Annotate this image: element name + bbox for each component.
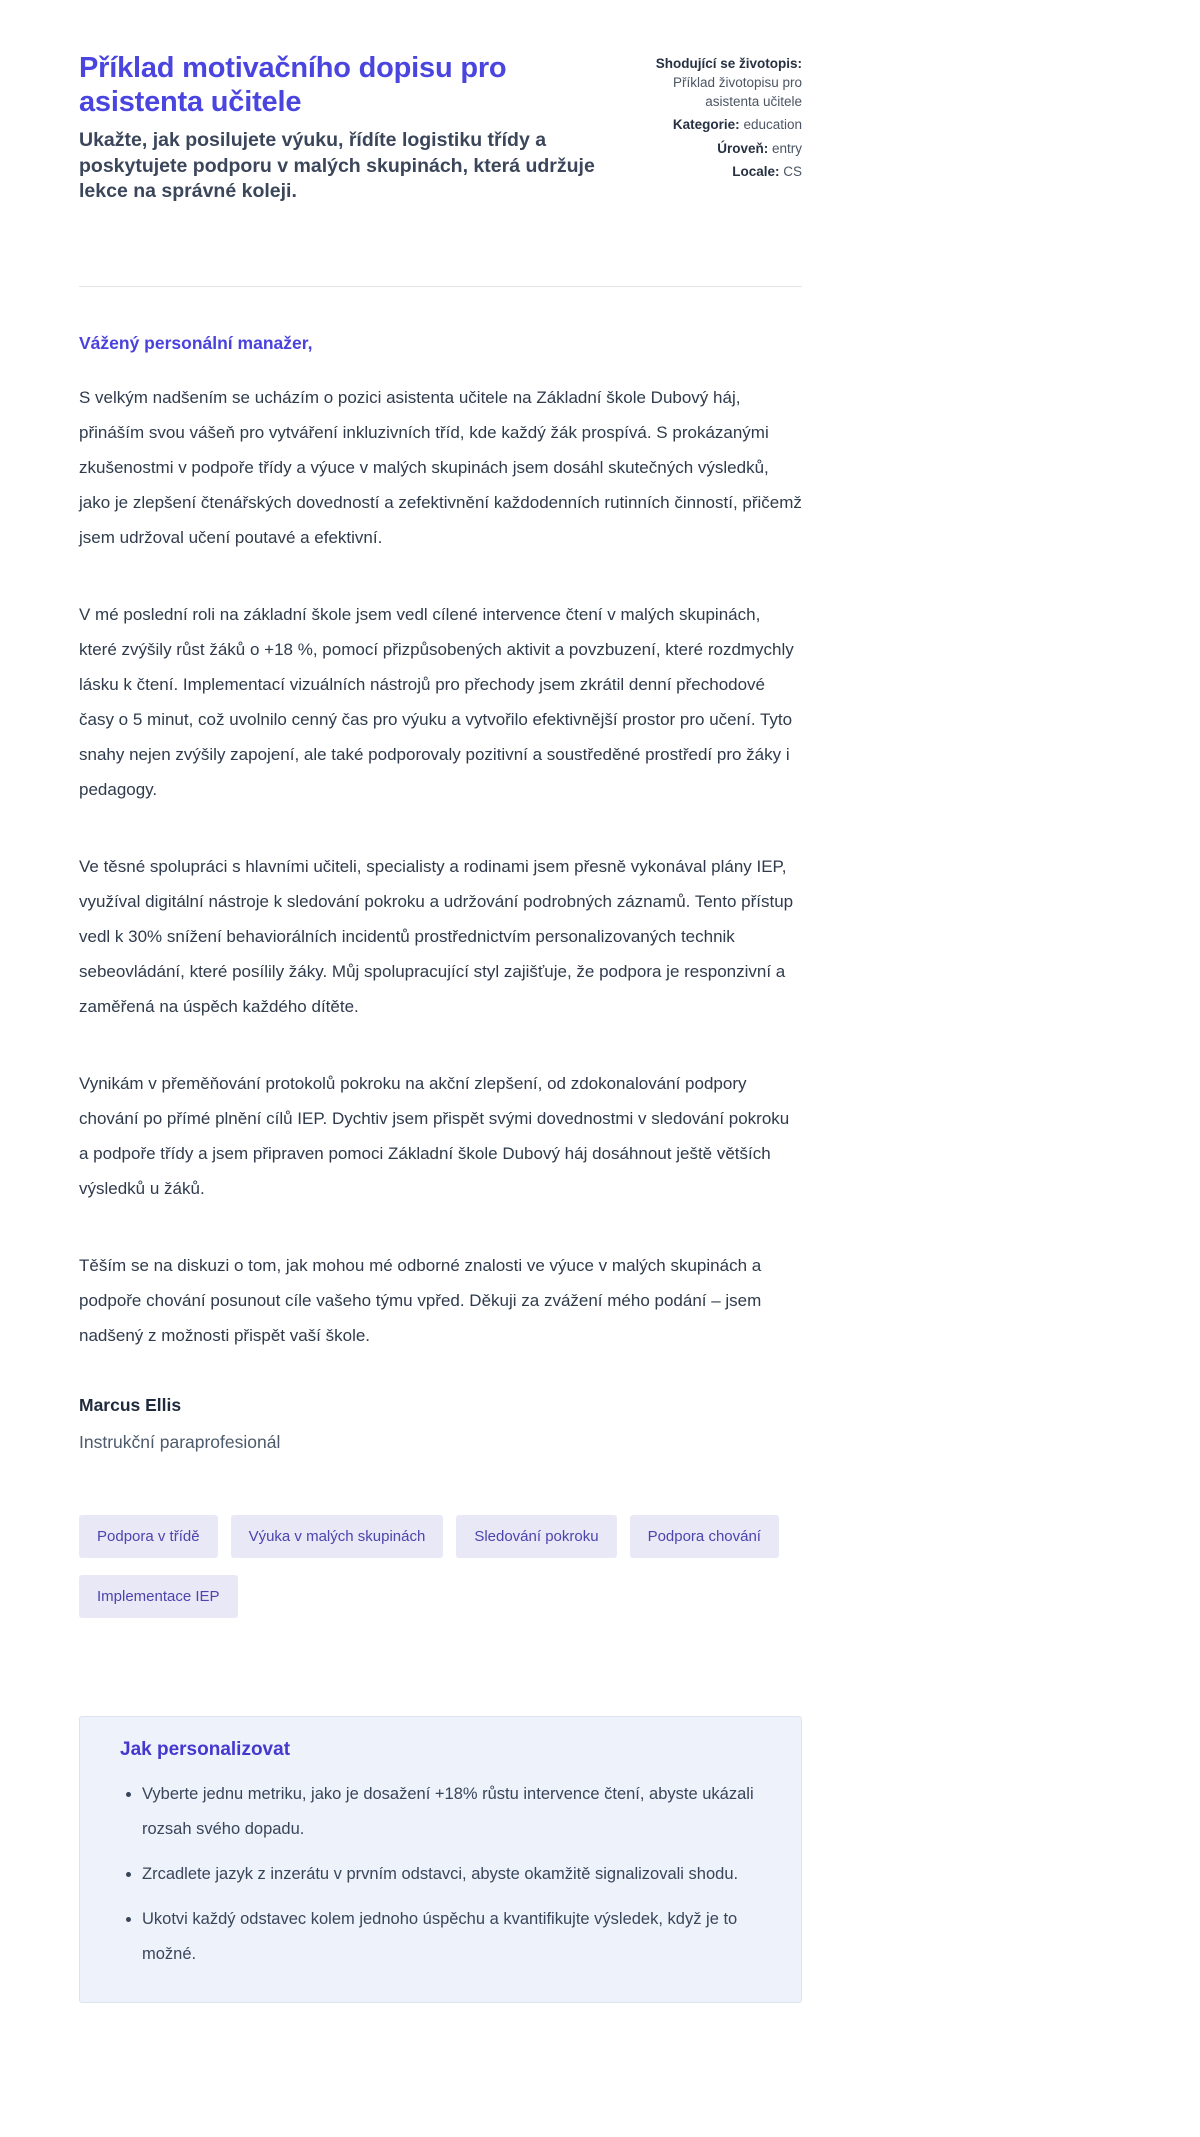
meta-locale-value: CS bbox=[783, 163, 802, 179]
tag-chip-small-group-instruction: Výuka v malých skupinách bbox=[231, 1515, 444, 1558]
tip-item-mirror-language: • Zrcadlete jazyk z inzerátu v prvním odstavci, abyste okamžitě signalizovali shodu. bbox=[142, 1857, 769, 1892]
tip-item-metric: • Vyberte jednu metriku, jako je dosažení +18% růstu intervence čtení, abyste ukázali rozsah svého dopadu. bbox=[142, 1777, 769, 1847]
meta-locale-label: Locale: bbox=[732, 163, 780, 179]
tag-chip-classroom-support: Podpora v třídě bbox=[79, 1515, 218, 1558]
meta-level-value: entry bbox=[771, 140, 802, 156]
page-subtitle: Ukažte, jak posilujete výuku, řídíte logistiku třídy a poskytujete podporu v malých skupinách, která udržuje lekce na správné koleji. bbox=[79, 129, 595, 202]
signature-role: Instrukční paraprofesionál bbox=[79, 1432, 281, 1453]
meta-matching-resume bbox=[628, 54, 803, 111]
meta-matching-resume-value: Příklad životopisu pro asistenta učitele bbox=[672, 75, 802, 110]
header bbox=[79, 52, 802, 204]
tag-chip-behavior-support: Podpora chování bbox=[630, 1515, 779, 1558]
meta-locale bbox=[628, 162, 803, 181]
meta-category-value: education bbox=[743, 117, 802, 133]
meta-level-label: Úroveň: bbox=[717, 140, 769, 156]
meta-matching-resume-label: Shodující se životopis: bbox=[655, 56, 802, 71]
letter-paragraph-1: S velkým nadšením se ucházím o pozici asistenta učitele na Základní škole Dubový háj, přináším svou vášeň pro vytváření inkluzivních tříd, kde každý žák prospívá. S prokázanými zkušenostmi v podpoře třídy a výuce v malých skupinách jsem dosáhl skutečných výsledků, jako je zlepšení čtenářských dovedností a zefektivnění každodenních rutinních činností, přičemž jsem udržoval učení poutavé a efektivní. bbox=[79, 388, 802, 548]
meta-panel bbox=[628, 52, 803, 185]
tag-chip-progress-tracking: Sledování pokroku bbox=[456, 1515, 616, 1558]
header-title-block bbox=[79, 52, 604, 204]
page bbox=[79, 0, 802, 2073]
tip-item-anchor-paragraph: • Ukotvi každý odstavec kolem jednoho úspěchu a kvantifikujte výsledek, když je to možné. bbox=[142, 1902, 769, 1972]
letter-paragraph-2: V mé poslední roli na základní škole jsem vedl cílené intervence čtení v malých skupinách, které zvýšily růst žáků o +18 %, pomocí přizpůsobených aktivit a povzbuzení, které rozdmychly lásku k čtení. Implementací vizuálních nástrojů pro přechody jsem zkrátil denní přechodové časy o 5 minut, což uvolnilo cenný čas pro výuku a vytvořilo efektivnější prostor pro učení. Tyto snahy nejen zvýšily zapojení, ale také podporovaly pozitivní a soustředěné prostředí pro žáky i pedagogy. bbox=[79, 605, 794, 800]
meta-category-label: Kategorie: bbox=[672, 117, 740, 133]
letter-body bbox=[79, 333, 802, 2003]
tag-list bbox=[79, 1515, 802, 1618]
meta-level bbox=[628, 139, 803, 158]
header-divider bbox=[79, 286, 802, 287]
meta-category bbox=[628, 115, 803, 134]
tips-heading: Jak personalizovat bbox=[120, 1739, 291, 1761]
page-title: Příklad motivačního dopisu pro asistenta učitele bbox=[79, 52, 507, 118]
signature-name: Marcus Ellis bbox=[79, 1395, 182, 1416]
letter-paragraph-5: Těším se na diskuzi o tom, jak mohou mé odborné znalosti ve výuce v malých skupinách a podpoře chování posunout cíle vašeho týmu vpřed. Děkuji za zvážení mého podání – jsem nadšený z možnosti přispět vaší škole. bbox=[79, 1256, 762, 1346]
letter-paragraph-4: Vynikám v přeměňování protokolů pokroku na akční zlepšení, od zdokonalování podpory chování po přímé plnění cílů IEP. Dychtiv jsem přispět svými dovednostmi v sledování pokroku a podpoře třídy a jsem připraven pomoci Základní škole Dubový háj dosáhnout ještě větších výsledků u žáků. bbox=[79, 1074, 790, 1199]
letter-paragraph-3: Ve těsné spolupráci s hlavními učiteli, specialisty a rodinami jsem přesně vykonával plány IEP, využíval digitální nástroje k sledování pokroku a udržování podrobných záznamů. Tento přístup vedl k 30% snížení behaviorálních incidentů prostřednictvím personalizovaných technik sebeovládání, které posílily žáky. Můj spolupracující styl zajišťuje, že podpora je responzivní a zaměřená na úspěch každého dítěte. bbox=[79, 857, 794, 1017]
tag-chip-iep-implementation: Implementace IEP bbox=[79, 1575, 238, 1618]
personalization-tips-box bbox=[79, 1716, 802, 2003]
letter-greeting: Vážený personální manažer, bbox=[79, 333, 313, 354]
signature bbox=[79, 1395, 802, 1453]
tips-list bbox=[120, 1777, 769, 1972]
